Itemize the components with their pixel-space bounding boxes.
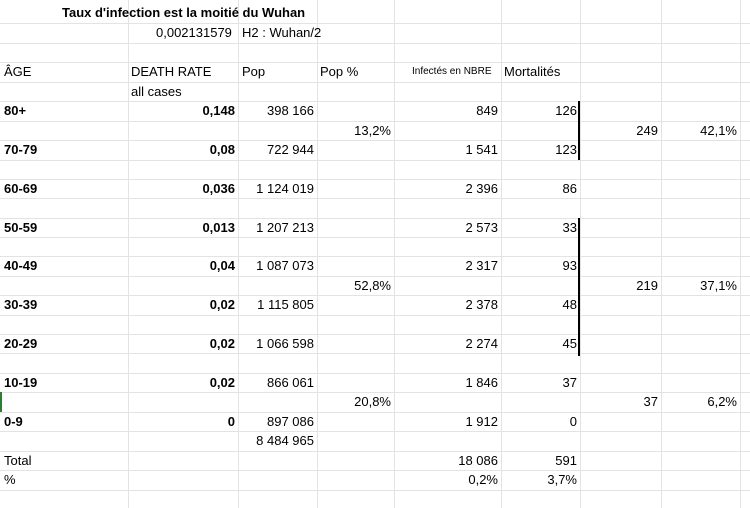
group-pct[interactable]: 42,1% <box>700 123 737 138</box>
rate-cell[interactable]: 0,08 <box>209 142 235 157</box>
row-divider <box>0 334 750 335</box>
rate-cell[interactable]: 0,02 <box>209 336 235 351</box>
header-death-rate[interactable]: DEATH RATE <box>131 64 212 79</box>
rate-cell[interactable]: 0,013 <box>202 220 235 235</box>
infected-cell[interactable]: 1 541 <box>465 142 498 157</box>
pop-cell[interactable]: 722 944 <box>267 142 314 157</box>
group-pop-pct[interactable]: 52,8% <box>354 278 391 293</box>
infected-cell[interactable]: 2 317 <box>465 258 498 273</box>
percent-label[interactable]: % <box>4 472 16 487</box>
age-cell[interactable]: 30-39 <box>4 297 38 312</box>
age-cell[interactable]: 0-9 <box>4 414 23 429</box>
row-divider <box>0 179 750 180</box>
pop-cell[interactable]: 1 207 213 <box>256 220 314 235</box>
deaths-cell[interactable]: 48 <box>562 297 577 312</box>
row-divider <box>0 237 750 238</box>
deaths-cell[interactable]: 123 <box>555 142 577 157</box>
age-cell[interactable]: 20-29 <box>4 336 38 351</box>
header-age[interactable]: ÂGE <box>4 64 32 79</box>
rate-cell[interactable]: 0 <box>227 414 235 429</box>
pop-cell[interactable]: 1 115 805 <box>257 297 314 312</box>
header-mortality[interactable]: Mortalités <box>504 64 561 79</box>
row-divider <box>0 315 750 316</box>
row-divider <box>0 82 750 83</box>
age-cell[interactable]: 70-79 <box>4 142 38 157</box>
row-divider <box>0 160 750 161</box>
age-cell[interactable]: 50-59 <box>4 220 38 235</box>
group-pct[interactable]: 6,2% <box>707 394 737 409</box>
group-pop-pct[interactable]: 20,8% <box>354 394 391 409</box>
row-divider <box>0 101 750 102</box>
cell-border <box>578 101 580 160</box>
age-cell[interactable]: 60-69 <box>4 181 38 196</box>
rate-cell[interactable]: 0,02 <box>209 375 235 390</box>
rate-cell[interactable]: 0,148 <box>202 103 235 118</box>
header-pop[interactable]: Pop <box>242 64 266 79</box>
deaths-cell[interactable]: 37 <box>562 375 577 390</box>
pop-total-cell[interactable]: 8 484 965 <box>256 433 314 448</box>
pop-cell[interactable]: 1 087 073 <box>256 258 314 273</box>
infected-cell[interactable]: 849 <box>476 103 498 118</box>
hypothesis-label[interactable]: H2 : Wuhan/2 <box>242 25 322 40</box>
row-divider <box>0 198 750 199</box>
row-divider <box>0 412 750 413</box>
row-divider <box>0 256 750 257</box>
deaths-cell[interactable]: 45 <box>562 336 577 351</box>
infected-cell[interactable]: 1 846 <box>465 375 498 390</box>
row-divider <box>0 451 750 452</box>
header-infected[interactable]: Infectés en NBRE <box>412 66 492 77</box>
deaths-cell[interactable]: 33 <box>562 220 577 235</box>
group-pop-pct[interactable]: 13,2% <box>354 123 391 138</box>
percent-infected[interactable]: 0,2% <box>468 472 498 487</box>
age-cell[interactable]: 80+ <box>4 103 27 118</box>
infected-cell[interactable]: 2 396 <box>465 181 498 196</box>
pop-cell[interactable]: 398 166 <box>267 103 314 118</box>
total-label[interactable]: Total <box>4 453 32 468</box>
pop-cell[interactable]: 1 066 598 <box>256 336 314 351</box>
deaths-cell[interactable]: 0 <box>569 414 577 429</box>
row-divider <box>0 373 750 374</box>
age-cell[interactable]: 10-19 <box>4 375 38 390</box>
header-death-rate-sub[interactable]: all cases <box>131 84 182 99</box>
cell-border <box>578 218 580 356</box>
row-divider <box>0 43 750 44</box>
percent-deaths[interactable]: 3,7% <box>547 472 577 487</box>
row-divider <box>0 490 750 491</box>
row-divider <box>0 353 750 354</box>
deaths-cell[interactable]: 86 <box>562 181 577 196</box>
infected-cell[interactable]: 2 378 <box>465 297 498 312</box>
ratio-value[interactable]: 0,002131579 <box>156 25 232 40</box>
row-divider <box>0 431 750 432</box>
rate-cell[interactable]: 0,02 <box>209 297 235 312</box>
age-cell[interactable]: 40-49 <box>4 258 38 273</box>
pop-cell[interactable]: 866 061 <box>267 375 314 390</box>
group-deaths[interactable]: 219 <box>636 278 658 293</box>
total-infected[interactable]: 18 086 <box>458 453 498 468</box>
group-deaths[interactable]: 249 <box>636 123 658 138</box>
infected-cell[interactable]: 2 274 <box>465 336 498 351</box>
sheet-title: Taux d'infection est la moitié du Wuhan <box>62 5 306 20</box>
group-deaths[interactable]: 37 <box>643 394 658 409</box>
total-deaths[interactable]: 591 <box>555 453 577 468</box>
deaths-cell[interactable]: 93 <box>562 258 577 273</box>
row-divider <box>0 23 750 24</box>
infected-cell[interactable]: 1 912 <box>465 414 498 429</box>
row-divider <box>0 470 750 471</box>
header-pop-pct[interactable]: Pop % <box>320 64 359 79</box>
rate-cell[interactable]: 0,036 <box>202 181 235 196</box>
rate-cell[interactable]: 0,04 <box>209 258 235 273</box>
infected-cell[interactable]: 2 573 <box>465 220 498 235</box>
pop-cell[interactable]: 1 124 019 <box>256 181 314 196</box>
selection-marker <box>0 392 2 412</box>
deaths-cell[interactable]: 126 <box>555 103 577 118</box>
pop-cell[interactable]: 897 086 <box>267 414 314 429</box>
row-divider <box>0 218 750 219</box>
group-pct[interactable]: 37,1% <box>700 278 737 293</box>
